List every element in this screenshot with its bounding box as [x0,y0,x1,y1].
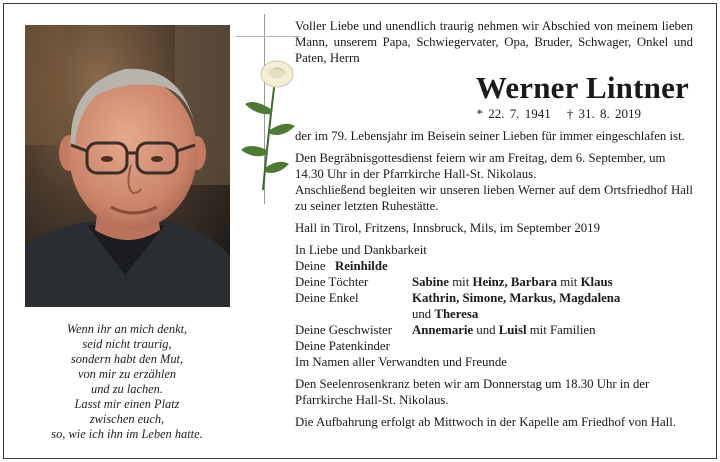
poem-line: Lasst mir einen Platz [74,397,180,411]
portrait-photo [25,25,230,307]
poem-line: sondern habt den Mut, [70,352,184,366]
poem-line: so, wie ich ihn im Leben hatte. [51,427,203,441]
godchildren-label: Deine Patenkinder [295,339,390,353]
poem-line: von mir zu erzählen [77,367,177,381]
poem-line: Wenn ihr an mich denkt, [66,322,188,336]
cross-horizontal-line [236,36,300,37]
birth-date: * 22. 7. 1941 [476,106,551,121]
memorial-poem [22,322,232,442]
wife-name: Reinhilde [335,259,388,273]
family-list [295,258,693,354]
notice-text [295,18,693,430]
rosary-text: Den Seelenrosenkranz beten wir am Donnerstag um 18.30 Uhr in der Pfarrkirche Hall-St. Nikolaus. [295,377,650,407]
intro-text: Voller Liebe und unendlich traurig nehmen wir Abschied von meinem lieben Mann, unserem Papa, Schwiegervater, Opa, Bruder, Schwager, Onkel und Paten, Herrn [295,19,693,65]
wife-label: Deine [295,259,326,273]
poem-line: seid nicht traurig, [82,337,172,351]
poem-line: zwischen euch, [89,412,165,426]
age-text: der im 79. Lebensjahr im Beisein seiner Lieben für immer eingeschlafen ist. [295,129,685,143]
funeral-text: Den Begräbnisgottesdienst feiern wir am Freitag, dem 6. September, um 14.30 Uhr in der Pfarrkirche Hall-St. Nikolaus. [295,151,666,181]
burial-text: Anschließend begleiten wir unseren lieben Werner auf dem Ortsfriedhof Hall zu seiner letzten Ruhestätte. [295,183,693,213]
death-date: † 31. 8. 2019 [566,106,641,121]
poem-line: und zu lachen. [91,382,163,396]
all-relatives: Im Namen aller Verwandten und Freunde [295,355,507,369]
siblings-names: Annemarie und Luisl mit Familien [412,323,596,337]
daughters-names: Sabine mit Heinz, Barbara mit Klaus [412,275,613,289]
grandchildren-names: Kathrin, Simone, Markus, Magdalena und Theresa [412,291,621,321]
daughters-label: Deine Töchter [295,275,369,289]
siblings-label: Deine Geschwister [295,323,393,337]
deceased-name: Werner Lintner [475,70,689,105]
place-date: Hall in Tirol, Fritzens, Innsbruck, Mils, im September 2019 [295,221,600,235]
life-dates [295,106,693,122]
laying-out-text: Die Aufbahrung erfolgt ab Mittwoch in der Kapelle am Friedhof von Hall. [295,415,676,429]
love-thanks: In Liebe und Dankbarkeit [295,243,427,257]
grandchildren-label: Deine Enkel [295,291,359,305]
